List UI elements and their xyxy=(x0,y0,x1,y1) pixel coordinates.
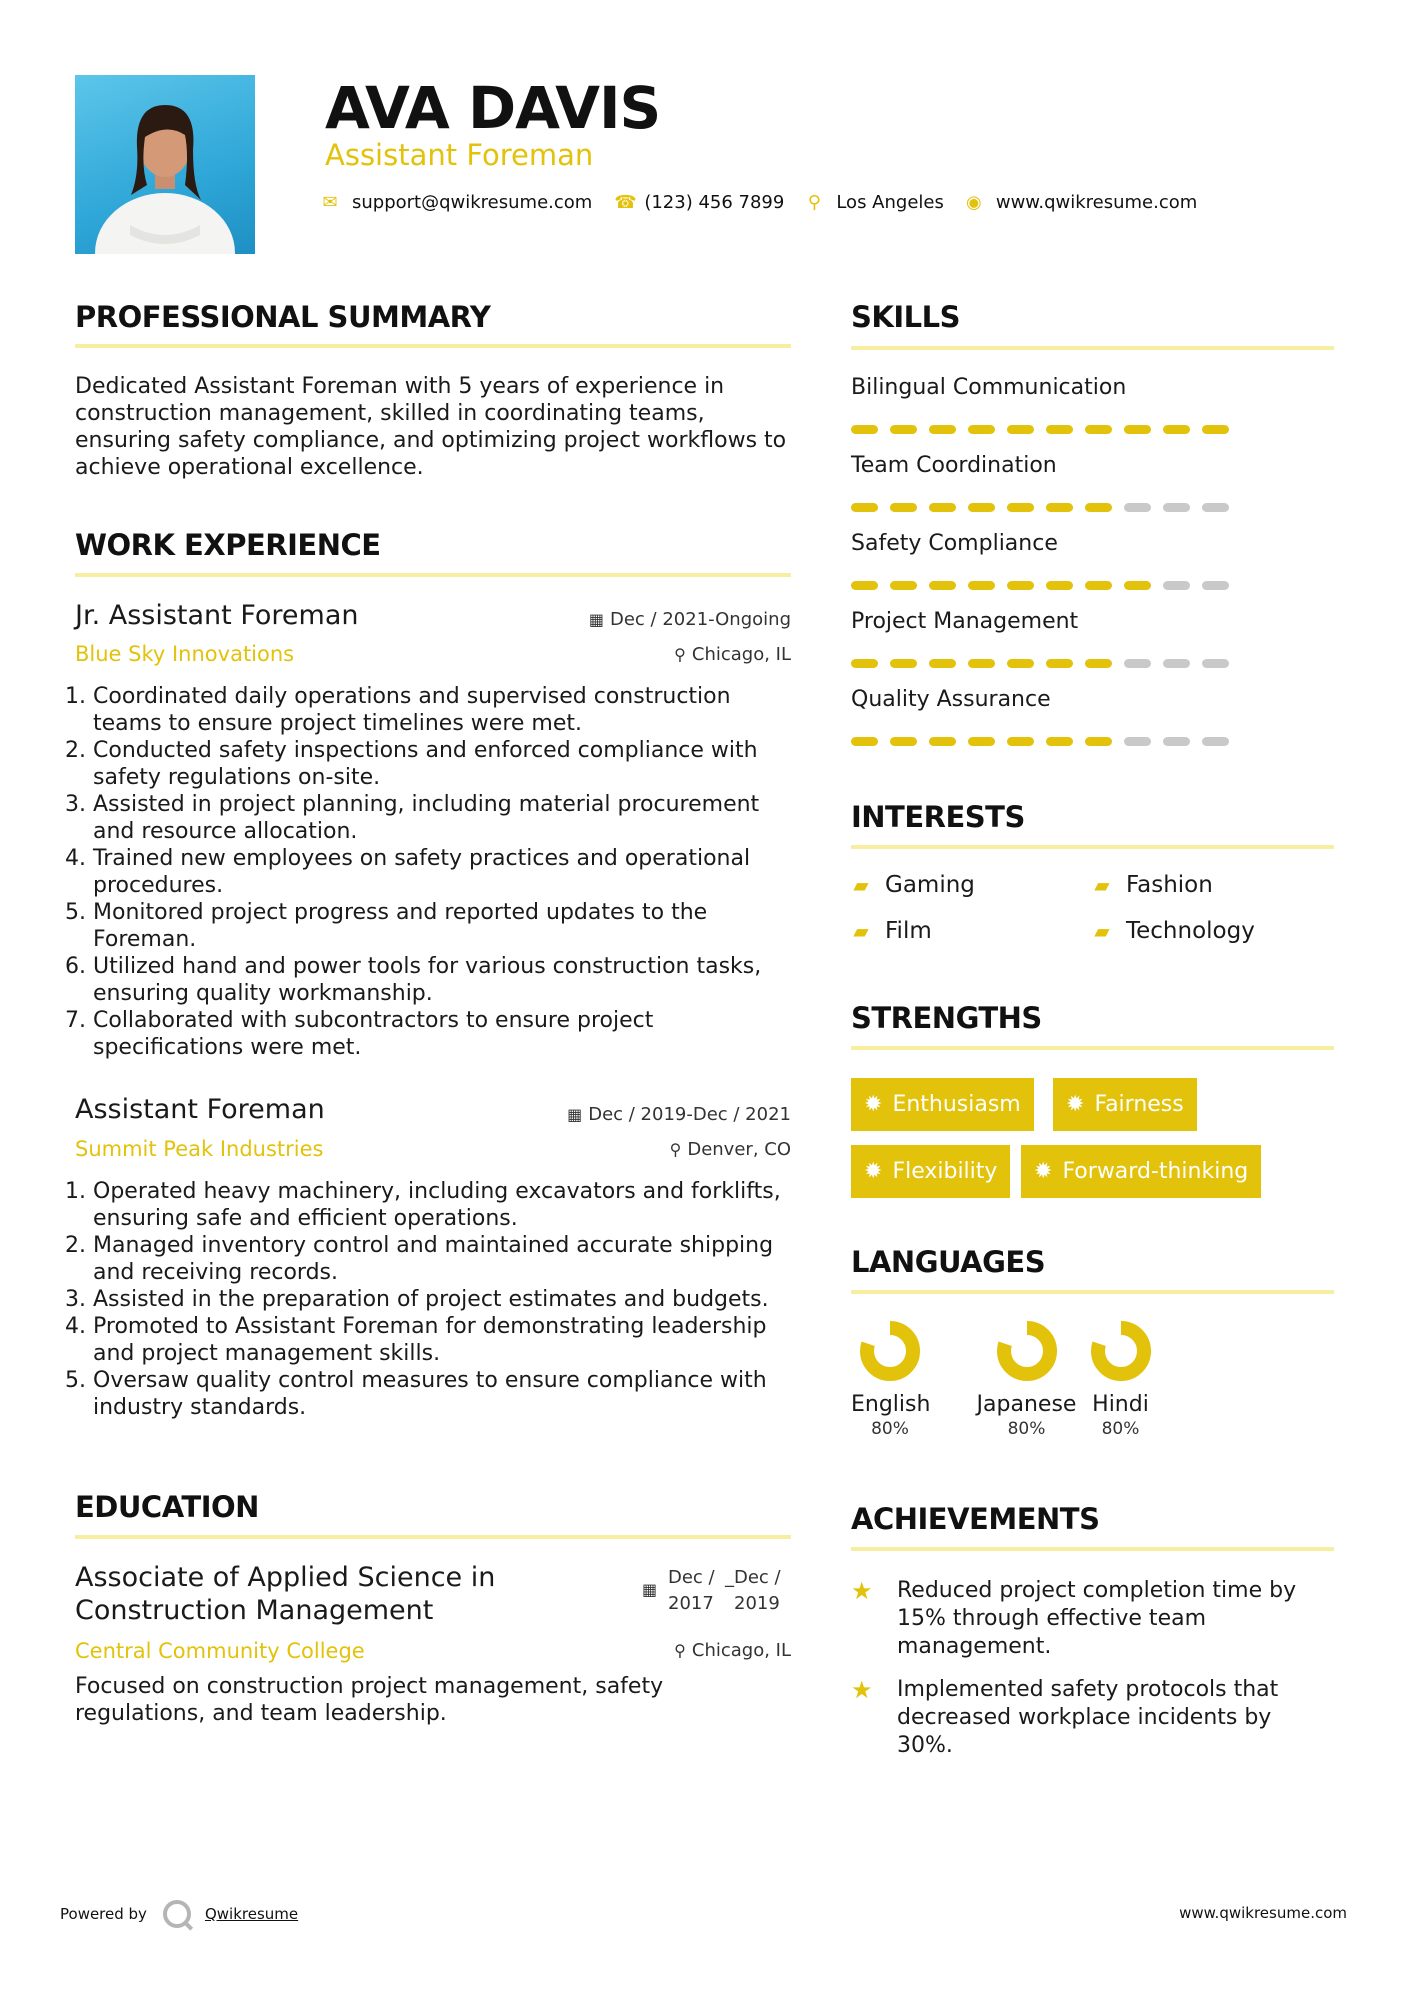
skill-dot xyxy=(1007,503,1034,512)
strength-badge xyxy=(851,1078,1034,1131)
skill-dot xyxy=(1085,659,1112,668)
calendar-icon: ▦ xyxy=(588,610,604,629)
school-name: Central Community College xyxy=(75,1639,365,1663)
language-percent: 80% xyxy=(1007,1419,1046,1439)
summary-heading: PROFESSIONAL SUMMARY xyxy=(75,300,491,334)
phone-icon: ☎ xyxy=(614,192,637,213)
pin-icon: ⚲ xyxy=(674,1641,686,1660)
list-item: 3. Assisted in the preparation of project estimates and budgets. xyxy=(93,1286,800,1313)
book-icon: ▰ xyxy=(853,873,869,897)
education-start-year: 2017 xyxy=(668,1593,714,1614)
strength-badge xyxy=(1053,1078,1197,1131)
calendar-icon: ▦ xyxy=(642,1580,658,1599)
skill-dot xyxy=(1046,503,1073,512)
skill-dot xyxy=(1202,659,1229,668)
skill-name: Bilingual Communication xyxy=(851,375,1127,400)
degree-line-1: Associate of Applied Science in xyxy=(75,1562,496,1593)
job-date xyxy=(567,1104,791,1126)
job-duties-list xyxy=(75,1178,800,1421)
skill-level xyxy=(851,503,1229,512)
language-ring xyxy=(994,1318,1060,1384)
skill-level xyxy=(851,659,1229,668)
interest-label: Technology xyxy=(1126,918,1255,944)
languages-heading: LANGUAGES xyxy=(851,1245,1046,1279)
language-ring xyxy=(857,1318,923,1384)
skill-dot xyxy=(1202,581,1229,590)
strength-label: Flexibility xyxy=(892,1159,998,1184)
skill-dot xyxy=(1085,503,1112,512)
interest-item xyxy=(1092,917,1255,945)
education-end xyxy=(734,1565,781,1617)
language-name: Japanese xyxy=(976,1392,1077,1417)
strengths-divider xyxy=(851,1046,1334,1050)
strength-label: Fairness xyxy=(1094,1092,1184,1117)
list-item: 6. Utilized hand and power tools for various construction tasks, ensuring quality workmanship. xyxy=(93,953,800,1007)
date-separator: _ xyxy=(725,1567,734,1588)
education-heading: EDUCATION xyxy=(75,1490,259,1524)
skill-dot xyxy=(1085,737,1112,746)
skill-dot xyxy=(890,659,917,668)
badge-icon: ✹ xyxy=(864,1159,883,1184)
strength-label: Forward-thinking xyxy=(1062,1159,1249,1184)
skill-dot xyxy=(1046,425,1073,434)
skill-name: Safety Compliance xyxy=(851,531,1058,556)
job-duties-list xyxy=(75,683,800,1061)
skill-dot xyxy=(929,503,956,512)
star-icon: ★ xyxy=(851,1577,873,1605)
skill-dot xyxy=(1124,425,1151,434)
skill-dot xyxy=(929,659,956,668)
interest-label: Gaming xyxy=(885,872,975,898)
skill-dot xyxy=(968,581,995,590)
skill-dot xyxy=(890,581,917,590)
skill-dot xyxy=(851,581,878,590)
skill-dot xyxy=(1046,737,1073,746)
language-item xyxy=(1088,1318,1153,1440)
skill-dot xyxy=(1046,659,1073,668)
contact-website[interactable]: www.qwikresume.com xyxy=(995,192,1198,213)
interests-heading: INTERESTS xyxy=(851,800,1025,834)
skill-dot xyxy=(890,503,917,512)
language-percent: 80% xyxy=(1101,1419,1140,1439)
skill-dot xyxy=(890,425,917,434)
skill-level xyxy=(851,425,1229,434)
interest-label: Film xyxy=(885,918,932,944)
job-location xyxy=(670,1139,791,1161)
education-location-text: Chicago, IL xyxy=(691,1640,791,1661)
education-text: Focused on construction project management, safety regulations, and team leadership. xyxy=(75,1674,664,1726)
job-date-text: Dec / 2019-Dec / 2021 xyxy=(588,1104,791,1125)
skill-level xyxy=(851,737,1229,746)
education-start-month: Dec / xyxy=(668,1567,715,1588)
language-percent: 80% xyxy=(871,1419,909,1439)
list-item: 2. Conducted safety inspections and enforced compliance with safety regulations on-site. xyxy=(93,737,800,791)
skills-heading: SKILLS xyxy=(851,300,960,334)
pin-icon: ⚲ xyxy=(674,645,686,664)
candidate-role: Assistant Foreman xyxy=(325,138,594,172)
language-item xyxy=(851,1318,929,1440)
skill-dot xyxy=(1085,425,1112,434)
skill-dot xyxy=(1124,581,1151,590)
achievement-item xyxy=(851,1676,1334,1760)
strengths-heading: STRENGTHS xyxy=(851,1001,1042,1035)
strength-badge xyxy=(1021,1145,1261,1198)
job-location-text: Denver, CO xyxy=(687,1139,791,1160)
badge-icon: ✹ xyxy=(864,1092,883,1117)
achievements-divider xyxy=(851,1547,1334,1551)
list-item: 1. Coordinated daily operations and supervised construction teams to ensure project timelines were met. xyxy=(93,683,800,737)
interests-divider xyxy=(851,845,1334,849)
candidate-name: AVA DAVIS xyxy=(325,74,661,142)
job-company: Blue Sky Innovations xyxy=(75,642,295,666)
badge-icon: ✹ xyxy=(1034,1159,1053,1184)
language-item xyxy=(970,1318,1083,1440)
skill-dot xyxy=(929,581,956,590)
skill-name: Project Management xyxy=(851,609,1079,634)
language-name: Hindi xyxy=(1092,1392,1149,1417)
skill-dot xyxy=(1124,659,1151,668)
work-heading: WORK EXPERIENCE xyxy=(75,528,381,562)
skill-dot xyxy=(1007,659,1034,668)
skill-dot xyxy=(1163,503,1190,512)
education-start xyxy=(668,1565,715,1617)
interest-item xyxy=(1092,871,1213,899)
badge-icon: ✹ xyxy=(1066,1092,1085,1117)
skill-dot xyxy=(851,659,878,668)
skill-dot xyxy=(1007,581,1034,590)
skill-dot xyxy=(1202,425,1229,434)
job-location-text: Chicago, IL xyxy=(691,644,791,665)
book-icon: ▰ xyxy=(853,919,869,943)
education-end-year: 2019 xyxy=(734,1593,780,1614)
brand-link[interactable]: Qwikresume xyxy=(204,1905,299,1923)
footer-website[interactable]: www.qwikresume.com xyxy=(1179,1904,1347,1922)
contact-location: Los Angeles xyxy=(836,192,944,213)
skill-dot xyxy=(968,737,995,746)
languages-divider xyxy=(851,1290,1334,1294)
contact-phone[interactable]: (123) 456 7899 xyxy=(644,192,785,213)
skill-dot xyxy=(1007,737,1034,746)
interest-label: Fashion xyxy=(1126,872,1213,898)
skill-dot xyxy=(1163,737,1190,746)
book-icon: ▰ xyxy=(1094,919,1110,943)
list-item: 4. Trained new employees on safety practices and operational procedures. xyxy=(93,845,800,899)
summary-text: Dedicated Assistant Foreman with 5 years of experience in construction management, skilled in coordinating teams, ensuring safety compliance, and optimizing project workflows to achieve operational excellence. xyxy=(75,374,787,480)
skill-dot xyxy=(1124,503,1151,512)
skill-dot xyxy=(1163,581,1190,590)
list-item: 5. Monitored project progress and reported updates to the Foreman. xyxy=(93,899,800,953)
skill-dot xyxy=(890,737,917,746)
globe-icon: ◉ xyxy=(965,192,982,213)
job-company: Summit Peak Industries xyxy=(75,1137,324,1161)
strength-label: Enthusiasm xyxy=(892,1092,1021,1117)
skill-dot xyxy=(968,503,995,512)
list-item: 7. Collaborated with subcontractors to ensure project specifications were met. xyxy=(93,1007,800,1061)
achievement-item xyxy=(851,1577,1334,1661)
footer-branding xyxy=(60,1900,298,1928)
skill-dot xyxy=(1046,581,1073,590)
skill-dot xyxy=(851,737,878,746)
strength-badge xyxy=(851,1145,1010,1198)
work-divider xyxy=(75,573,791,577)
list-item: 4. Promoted to Assistant Foreman for demonstrating leadership and project management skills. xyxy=(93,1313,800,1367)
list-item: 1. Operated heavy machinery, including excavators and forklifts, ensuring safe and efficient operations. xyxy=(93,1178,800,1232)
profile-photo xyxy=(75,75,255,254)
skill-dot xyxy=(929,425,956,434)
skill-dot xyxy=(968,659,995,668)
language-name: English xyxy=(851,1392,931,1417)
contact-bar xyxy=(322,192,1219,213)
skills-divider xyxy=(851,346,1334,350)
qwikresume-logo-icon xyxy=(163,1900,191,1928)
skill-dot xyxy=(1007,425,1034,434)
book-icon: ▰ xyxy=(1094,873,1110,897)
skill-name: Team Coordination xyxy=(851,453,1057,478)
job-title: Jr. Assistant Foreman xyxy=(75,600,359,631)
powered-by-label: Powered by xyxy=(60,1905,147,1923)
skill-dot xyxy=(1163,425,1190,434)
contact-email[interactable]: support@qwikresume.com xyxy=(352,192,593,213)
skill-dot xyxy=(1085,581,1112,590)
education-divider xyxy=(75,1535,791,1539)
degree-line-2: Construction Management xyxy=(75,1595,434,1626)
skill-level xyxy=(851,581,1229,590)
achievements-heading: ACHIEVEMENTS xyxy=(851,1502,1100,1536)
list-item: 3. Assisted in project planning, including material procurement and resource allocation. xyxy=(93,791,800,845)
education-end-month: Dec / xyxy=(734,1567,781,1588)
pin-icon: ⚲ xyxy=(669,1140,682,1159)
job-date xyxy=(589,609,791,631)
skill-dot xyxy=(1202,737,1229,746)
list-item: 2. Managed inventory control and maintained accurate shipping and receiving records. xyxy=(93,1232,800,1286)
location-pin-icon: ⚲ xyxy=(807,192,821,213)
skill-dot xyxy=(968,425,995,434)
skill-dot xyxy=(1124,737,1151,746)
achievement-text: Reduced project completion time by 15% through effective team management. xyxy=(897,1578,1297,1659)
summary-divider xyxy=(75,344,791,348)
job-date-text: Dec / 2021-Ongoing xyxy=(610,609,791,630)
skill-name: Quality Assurance xyxy=(851,687,1051,712)
skill-dot xyxy=(1202,503,1229,512)
language-ring xyxy=(1088,1318,1154,1384)
job-title: Assistant Foreman xyxy=(75,1094,325,1125)
skill-dot xyxy=(1163,659,1190,668)
education-location xyxy=(674,1640,791,1662)
skill-dot xyxy=(851,503,878,512)
skill-dot xyxy=(851,425,878,434)
job-location xyxy=(674,644,791,666)
email-icon: ✉ xyxy=(322,192,338,213)
calendar-icon: ▦ xyxy=(567,1105,583,1124)
skill-dot xyxy=(929,737,956,746)
list-item: 5. Oversaw quality control measures to ensure compliance with industry standards. xyxy=(93,1367,800,1421)
interest-item xyxy=(851,871,975,899)
interest-item xyxy=(851,917,932,945)
star-icon: ★ xyxy=(851,1676,873,1704)
achievement-text: Implemented safety protocols that decreased workplace incidents by 30%. xyxy=(897,1677,1279,1758)
